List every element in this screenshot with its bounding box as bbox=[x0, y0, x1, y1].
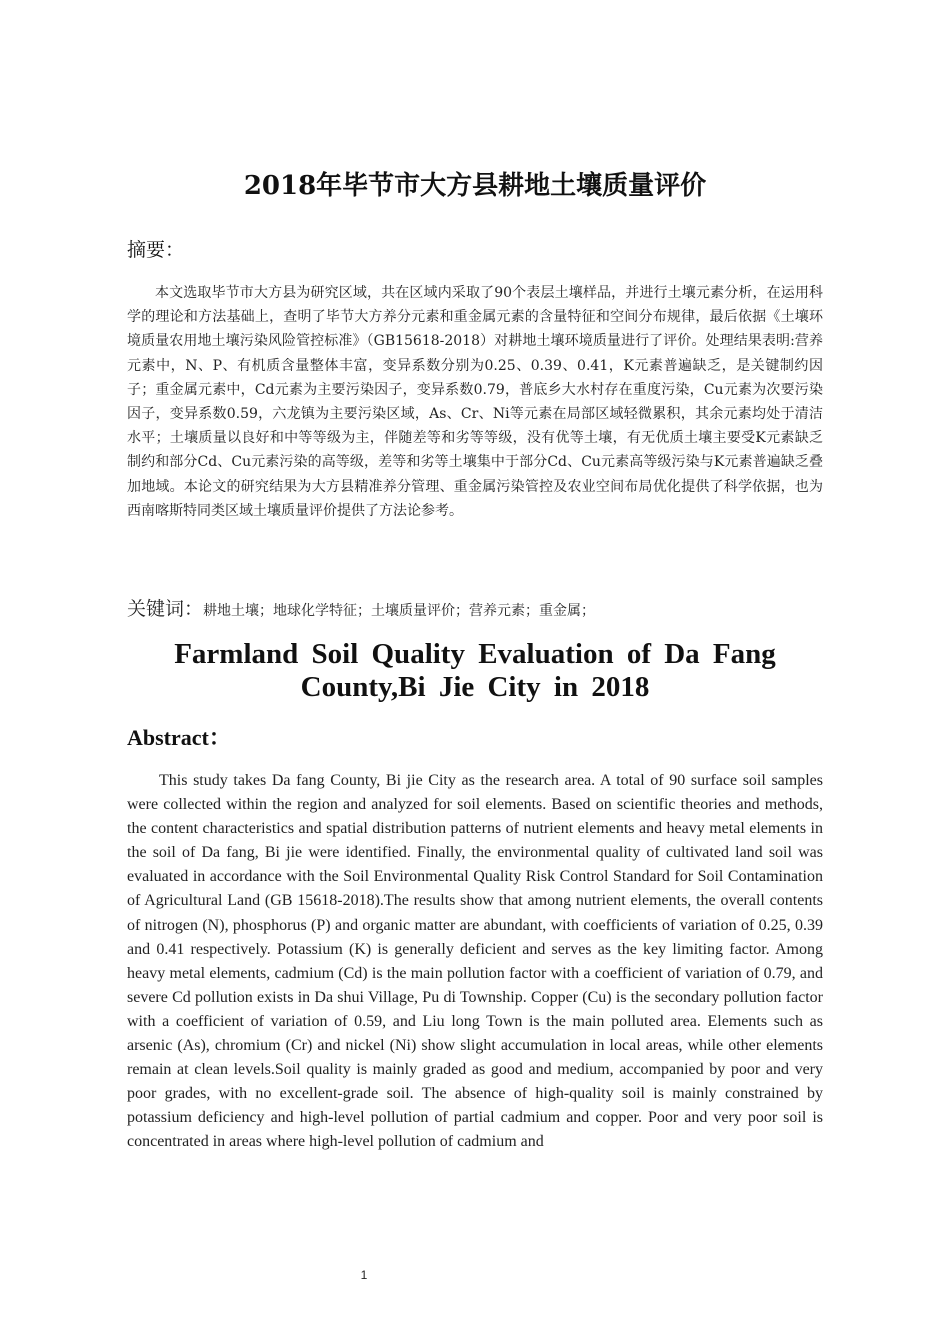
chinese-abstract-body: 本文选取毕节市大方县为研究区域，共在区域内采取了90个表层土壤样品，并进行土壤元素分析，在运用科学的理论和方法基础上，查明了毕节大方养分元素和重金属元素的含量特征和空间分布规律，最后依据《土壤环境质量农用地土壤污染风险管控标准》（GB15618-2018）对耕地土壤环境质量进行了评价。处理结果表明:营养元素中，N、P、有机质含量整体丰富，变异系数分别为0.25、0.39、0.41，K元素普遍缺乏，是关键制约因子；重金属元素中，Cd元素为主要污染因子，变异系数0.79，普底乡大水村存在重度污染，Cu元素为次要污染因子，变异系数0.59，六龙镇为主要污染区域，As、Cr、Ni等元素在局部区域轻微累积，其余元素均处于清洁水平；土壤质量以良好和中等等级为主，伴随差等和劣等等级，没有优等土壤，有无优质土壤主要受K元素缺乏制约和部分Cd、Cu元素污染的高等级，差等和劣等土壤集中于部分Cd、Cu元素高等级污染与K元素普遍缺乏叠加地域。本论文的研究结果为大方县精准养分管理、重金属污染管控及农业空间布局优化提供了科学依据，也为西南喀斯特同类区域土壤质量评价提供了方法论参考。 bbox=[127, 285, 823, 519]
english-abstract-body: This study takes Da fang County, Bi jie City as the research area. A total of 90 surface soil samples were collected within the region and analyzed for soil elements. Based on scientific theories and methods, the content characteristics and spatial distribution patterns of nutrient elements and heavy metal elements in the soil of Da fang, Bi jie were identified. Finally, the environmental quality of cultivated land soil was evaluated in accordance with the Soil Environmental Quality Risk Control Standard for Soil Contamination of Agricultural Land (GB 15618-2018).The results show that among nutrient elements, the overall contents of nitrogen (N), phosphorus (P) and organic matter are abundant, with coefficients of variation of 0.25, 0.39 and 0.41 respectively. Potassium (K) is generally deficient and serves as the key limiting factor. Among heavy metal elements, cadmium (Cd) is the main pollution factor with a coefficient of variation of 0.79, and severe Cd pollution exists in Da shui Village, Pu di Township. Copper (Cu) is the secondary pollution factor with a coefficient of variation of 0.59, and Liu long Town is the main polluted area. Elements such as arsenic (As), chromium (Cr) and nickel (Ni) show slight accumulation in local areas, while other elements remain at clean levels.Soil quality is mainly graded as good and medium, accompanied by poor and very poor grades, with no excellent-grade soil. The absence of high-quality soil is mainly constrained by potassium deficiency and high-level pollution of partial cadmium and copper. Poor and very poor soil is concentrated in areas where high-level pollution of cadmium and bbox=[127, 772, 823, 1151]
page-number: 1 bbox=[360, 1268, 368, 1282]
chinese-keywords bbox=[127, 595, 823, 625]
keywords-label: 关键词： bbox=[127, 598, 204, 620]
keywords-list: 耕地土壤；地球化学特征；土壤质量评价；营养元素；重金属； bbox=[203, 603, 596, 619]
english-abstract-heading: Abstract： bbox=[127, 725, 231, 750]
chinese-abstract-heading: 摘要： bbox=[127, 239, 185, 261]
english-title: Farmland Soil Quality Evaluation of Da Fang County,Bi Jie City in 2018 bbox=[174, 638, 776, 703]
chinese-title: 2018年毕节市大方县耕地土壤质量评价 bbox=[243, 171, 707, 201]
